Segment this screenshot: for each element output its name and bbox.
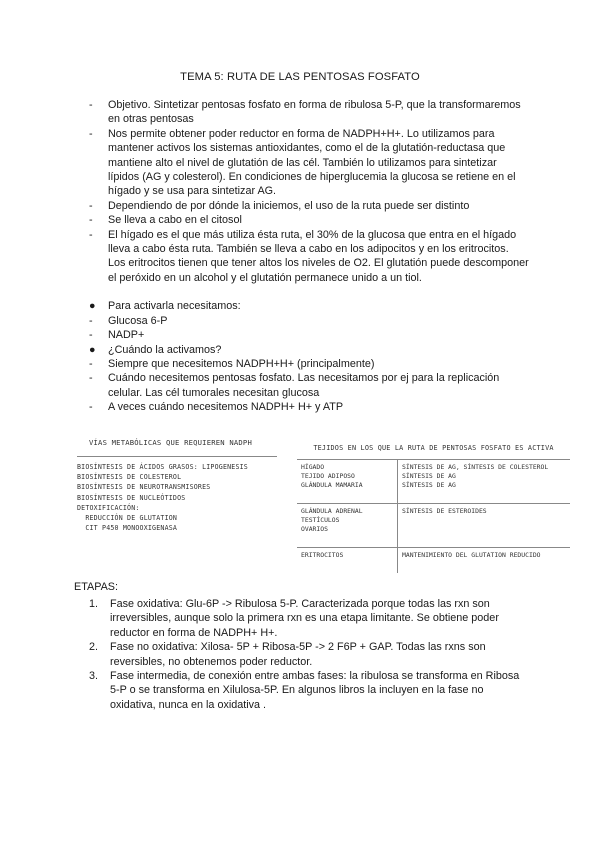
list-item-text: A veces cuándo necesitemos NADPH+ H+ y ATP <box>108 401 344 414</box>
list-number: 3. <box>89 670 99 683</box>
table-row: CIT P450 MONOOXIGENASA <box>77 524 178 533</box>
table-row: BIOSÍNTESIS DE ÁCIDOS GRASOS: LIPOGENESIS <box>77 463 248 471</box>
dash-marker: - <box>89 314 93 327</box>
etapas-list <box>89 597 529 712</box>
list-item <box>89 640 529 669</box>
list-item-text: Objetivo. Sintetizar pentosas fosfato en forma de ribulosa 5-P, que la transformaremos en otras pentosas <box>108 99 521 126</box>
list-item-text: Fase oxidativa: Glu-6P -> Ribulosa 5-P. Caracterizada porque todas las rxn son irreversibles, aunque solo la primera rxn es una etapa limitante. Se obtiene poder reductor en forma de NADPH+ H+. <box>110 598 499 639</box>
list-item <box>89 597 529 640</box>
list-item <box>89 314 529 328</box>
table-header: TEJIDOS EN LOS QUE LA RUTA DE PENTOSAS FOSFATO ES ACTIVA <box>297 444 570 460</box>
dash-marker: - <box>89 214 93 227</box>
dash-marker: - <box>89 401 93 414</box>
list-item <box>89 328 529 342</box>
list-item-text: Para activarla necesitamos: <box>108 300 241 313</box>
list-item-text: ¿Cuándo la activamos? <box>108 343 222 356</box>
table-cell-function: SÍNTESIS DE ESTEROIDES <box>398 504 571 548</box>
list-number: 2. <box>89 641 99 654</box>
bullet-list <box>89 98 529 415</box>
list-item-text: Se lleva a cabo en el citosol <box>108 214 242 227</box>
list-item-text: Fase no oxidativa: Xilosa- 5P + Ribosa-5P -> 2 F6P + GAP. Todas las rxns son reversibles, no obtenemos poder reductor. <box>110 641 486 668</box>
dash-marker: - <box>89 357 93 370</box>
table-row <box>297 460 570 504</box>
list-item-text: El hígado es el que más utiliza ésta ruta, el 30% de la glucosa que entra en el hígado lleva a cabo ésta ruta. También se lleva a cabo en los adipocitos y en los eritrocitos. Los eritrocitos tienen que tener altos los niveles de O2. El glutatión puede descomponer el peróxido en un alcohol y el glutatión permanece unido a un tiol. <box>108 228 529 284</box>
table-row: BIOSÍNTESIS DE NEUROTRANSMISORES <box>77 483 211 492</box>
list-item-text: Siempre que necesitemos NADPH+H+ (principalmente) <box>108 357 375 370</box>
list-item-text: Cuándo necesitemos pentosas fosfato. Las necesitamos por ej para la replicación celular. Las cél tumorales necesitan glucosa <box>108 372 500 399</box>
table-cell-function: SÍNTESIS DE AG, SÍNTESIS DE COLESTEROL SÍNTESIS DE AG SÍNTESIS DE AG <box>402 463 549 489</box>
bullet-dot-icon: ● <box>89 300 96 313</box>
dash-marker: - <box>89 329 93 342</box>
table-cell-function: MANTENIMIENTO DEL GLUTATION REDUCIDO <box>398 548 571 574</box>
list-item-text: NADP+ <box>108 329 145 342</box>
active-tissues-table <box>297 444 570 573</box>
dash-marker: - <box>89 372 93 385</box>
list-item <box>89 357 529 371</box>
list-item <box>89 98 529 127</box>
table-row: REDUCCIÓN DE GLUTATION <box>77 514 178 523</box>
table-cell-tissue: ERITROCITOS <box>297 548 398 574</box>
table-header: VÍAS METABÓLICAS QUE REQUIEREN NADPH <box>77 438 277 457</box>
list-item <box>89 400 529 414</box>
list-item <box>89 127 529 199</box>
list-item-text: Nos permite obtener poder reductor en forma de NADPH+H+. Lo utilizamos para mantener activos los sistemas antioxidantes, como el de la glutatión-reductasa que mantiene alto el nivel de glutatión de las cél. También lo utilizamos para sintetizar lípidos (AG y colesterol). En condiciones de hiperglucemia la glucosa se retiene en el hígado y se usa para sintetizar AG. <box>108 127 516 198</box>
list-item-text: Fase intermedia, de conexión entre ambas fases: la ribulosa se transforma en Ribosa 5-P o se transforma en Xilulosa-5P. En algunos libros la incluyen en la fase no oxidativa, nunca en la oxidativa . <box>110 670 520 711</box>
table-row: BIOSÍNTESIS DE NUCLEÓTIDOS <box>77 493 186 502</box>
table-row <box>297 548 570 574</box>
list-item <box>89 213 529 227</box>
table-cell-tissue: HÍGADO TEJIDO ADIPOSO GLÁNDULA MAMARIA <box>297 460 398 504</box>
list-item <box>89 199 529 213</box>
table-cell-tissue: GLÁNDULA ADRENAL TESTÍCULOS OVARIOS <box>297 504 398 548</box>
table-row: BIOSÍNTESIS DE COLESTEROL <box>77 473 182 482</box>
bullet-dot-icon: ● <box>89 343 96 356</box>
nadph-pathways-table <box>77 438 277 533</box>
list-number: 1. <box>89 598 99 610</box>
dash-marker: - <box>89 199 93 212</box>
dash-marker: - <box>89 127 93 140</box>
list-item-text: Glucosa 6-P <box>108 314 168 327</box>
list-item-text: Dependiendo de por dónde la iniciemos, el uso de la ruta puede ser distinto <box>108 199 470 212</box>
list-item <box>89 371 529 400</box>
list-item <box>89 669 529 712</box>
table-row: DETOXIFICACIÓN: <box>77 503 140 512</box>
page-title: TEMA 5: RUTA DE LAS PENTOSAS FOSFATO <box>180 71 420 83</box>
etapas-heading: ETAPAS: <box>74 581 118 593</box>
list-item <box>89 299 529 313</box>
dash-marker: - <box>89 228 93 241</box>
table-row <box>297 504 570 548</box>
list-item <box>89 228 529 286</box>
dash-marker: - <box>89 99 93 111</box>
list-item <box>89 343 529 357</box>
